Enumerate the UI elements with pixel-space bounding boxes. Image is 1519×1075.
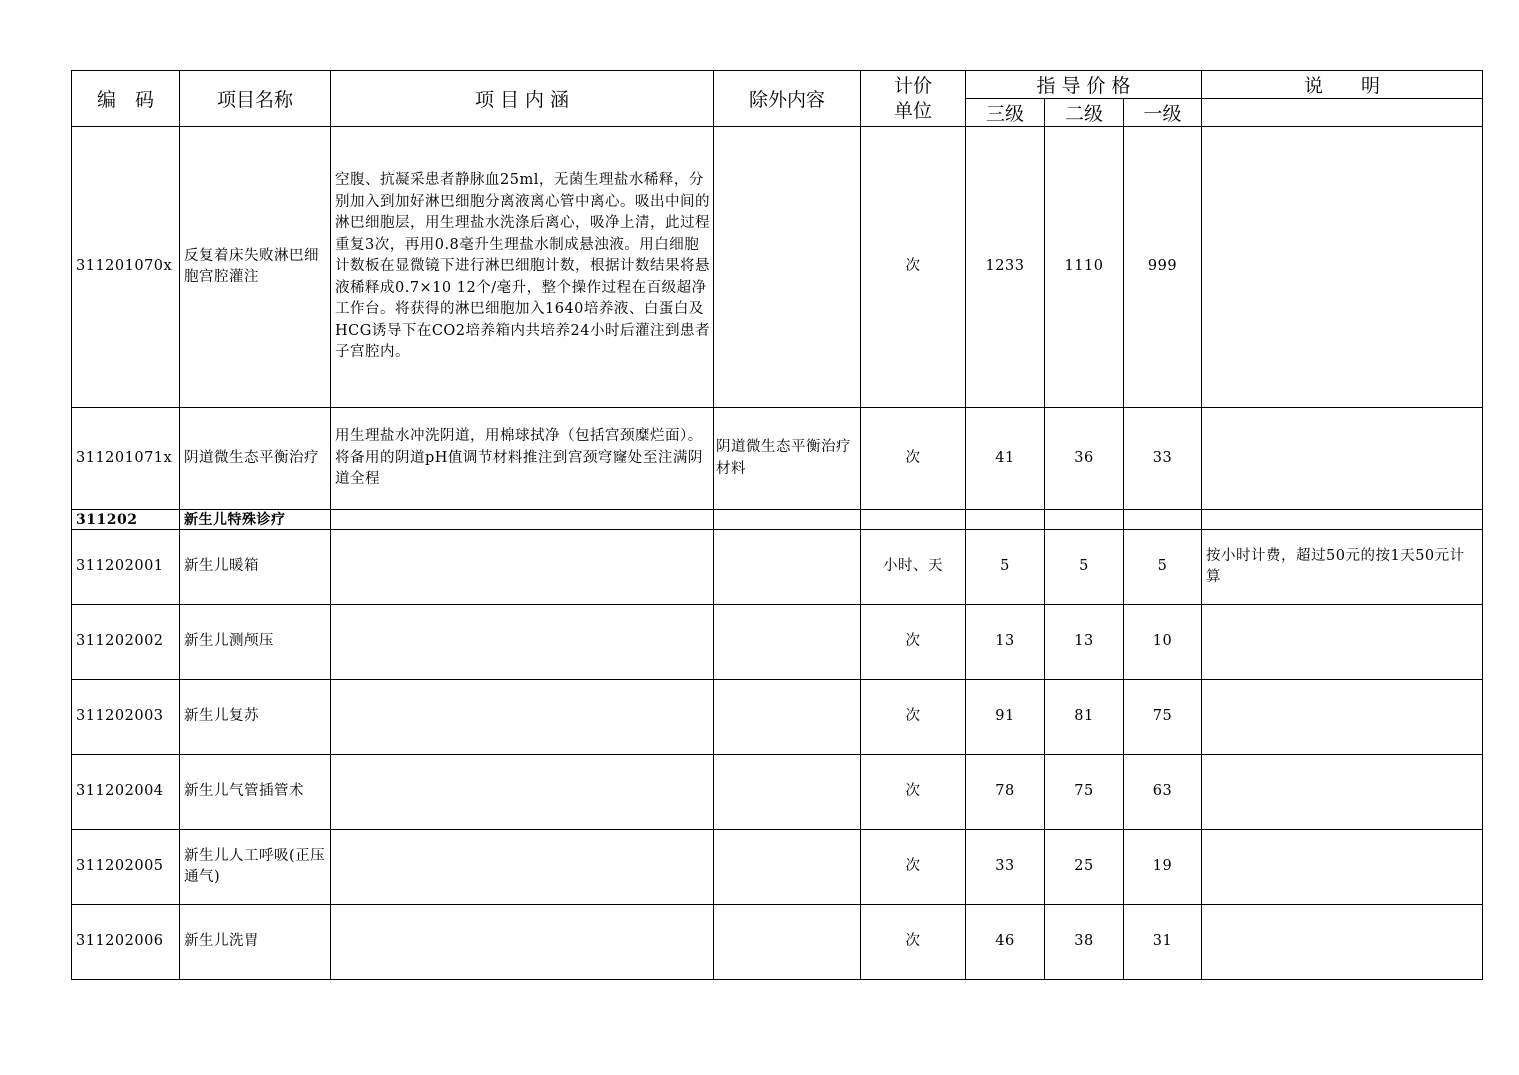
item-name: 新生儿人工呼吸(正压通气) bbox=[180, 830, 331, 905]
price-level-2: 81 bbox=[1045, 680, 1124, 755]
table-row bbox=[72, 680, 1483, 755]
price-level-3: 5 bbox=[966, 530, 1045, 605]
item-content: 用生理盐水冲洗阴道，用棉球拭净（包括宫颈糜烂面）。将备用的阴道pH值调节材料推注到宫颈穹窿处至注满阴道全程 bbox=[331, 408, 714, 510]
header-item-name: 项目名称 bbox=[180, 71, 331, 127]
item-note bbox=[1202, 127, 1483, 408]
section-name: 新生儿特殊诊疗 bbox=[180, 510, 331, 530]
price-level-1: 63 bbox=[1124, 755, 1202, 830]
price-level-1: 5 bbox=[1124, 530, 1202, 605]
price-level-1: 19 bbox=[1124, 830, 1202, 905]
blank-cell bbox=[1202, 510, 1483, 530]
price-level-3: 46 bbox=[966, 905, 1045, 980]
item-code: 311202005 bbox=[72, 830, 180, 905]
price-level-3: 1233 bbox=[966, 127, 1045, 408]
item-unit: 次 bbox=[861, 408, 966, 510]
item-note bbox=[1202, 905, 1483, 980]
price-level-2: 5 bbox=[1045, 530, 1124, 605]
item-excluded bbox=[714, 905, 861, 980]
table-row bbox=[72, 830, 1483, 905]
header-item-content: 项 目 内 涵 bbox=[331, 71, 714, 127]
item-code: 311202003 bbox=[72, 680, 180, 755]
item-excluded bbox=[714, 530, 861, 605]
blank-cell bbox=[1124, 510, 1202, 530]
price-level-2: 13 bbox=[1045, 605, 1124, 680]
price-level-1: 999 bbox=[1124, 127, 1202, 408]
item-excluded: 阴道微生态平衡治疗材料 bbox=[714, 408, 861, 510]
item-unit: 次 bbox=[861, 830, 966, 905]
item-content bbox=[331, 605, 714, 680]
item-note bbox=[1202, 755, 1483, 830]
item-name: 新生儿复苏 bbox=[180, 680, 331, 755]
item-unit: 次 bbox=[861, 605, 966, 680]
table-row bbox=[72, 530, 1483, 605]
item-name: 新生儿气管插管术 bbox=[180, 755, 331, 830]
blank-cell bbox=[966, 510, 1045, 530]
price-level-1: 10 bbox=[1124, 605, 1202, 680]
header-note: 说 明 bbox=[1202, 71, 1483, 99]
item-content: 空腹、抗凝采患者静脉血25ml，无菌生理盐水稀释，分别加入到加好淋巴细胞分离液离心管中离心。吸出中间的淋巴细胞层，用生理盐水洗涤后离心，吸净上清，此过程重复3次，再用0.8毫升生理盐水制成悬浊液。用白细胞计数板在显微镜下进行淋巴细胞计数，根据计数结果将悬液稀释成0.7×10 12个/毫升，整个操作过程在百级超净工作台。将获得的淋巴细胞加入1640培养液、白蛋白及HCG诱导下在CO2培养箱内共培养24小时后灌注到患者子宫腔内。 bbox=[331, 127, 714, 408]
price-level-3: 78 bbox=[966, 755, 1045, 830]
item-excluded bbox=[714, 680, 861, 755]
item-unit: 次 bbox=[861, 127, 966, 408]
item-note bbox=[1202, 830, 1483, 905]
item-content bbox=[331, 680, 714, 755]
header-level-2: 二级 bbox=[1045, 99, 1124, 127]
item-excluded bbox=[714, 755, 861, 830]
price-level-3: 33 bbox=[966, 830, 1045, 905]
item-unit: 次 bbox=[861, 680, 966, 755]
price-level-1: 75 bbox=[1124, 680, 1202, 755]
item-excluded bbox=[714, 127, 861, 408]
price-level-2: 25 bbox=[1045, 830, 1124, 905]
item-content bbox=[331, 755, 714, 830]
item-unit: 小时、天 bbox=[861, 530, 966, 605]
header-level-1: 一级 bbox=[1124, 99, 1202, 127]
item-content bbox=[331, 905, 714, 980]
price-level-2: 75 bbox=[1045, 755, 1124, 830]
blank-cell bbox=[861, 510, 966, 530]
blank-cell bbox=[1045, 510, 1124, 530]
item-code: 311202001 bbox=[72, 530, 180, 605]
item-code: 311201070x bbox=[72, 127, 180, 408]
table-row bbox=[72, 905, 1483, 980]
table-row bbox=[72, 605, 1483, 680]
price-level-2: 36 bbox=[1045, 408, 1124, 510]
price-level-2: 38 bbox=[1045, 905, 1124, 980]
section-row bbox=[72, 510, 1483, 530]
header-pricing-unit-line1: 计价 bbox=[893, 74, 932, 97]
header-note-blank bbox=[1202, 99, 1483, 127]
item-name: 新生儿测颅压 bbox=[180, 605, 331, 680]
header-guide-price: 指 导 价 格 bbox=[966, 71, 1202, 99]
item-excluded bbox=[714, 605, 861, 680]
header-excluded-content: 除外内容 bbox=[714, 71, 861, 127]
item-note bbox=[1202, 408, 1483, 510]
item-code: 311202002 bbox=[72, 605, 180, 680]
item-content bbox=[331, 830, 714, 905]
item-content bbox=[331, 530, 714, 605]
item-name: 阴道微生态平衡治疗 bbox=[180, 408, 331, 510]
item-note bbox=[1202, 605, 1483, 680]
table-row bbox=[72, 408, 1483, 510]
blank-cell bbox=[331, 510, 714, 530]
price-level-3: 91 bbox=[966, 680, 1045, 755]
price-table bbox=[71, 70, 1483, 980]
price-level-3: 13 bbox=[966, 605, 1045, 680]
header-pricing-unit bbox=[861, 71, 966, 127]
item-name: 反复着床失败淋巴细胞宫腔灌注 bbox=[180, 127, 331, 408]
price-level-2: 1110 bbox=[1045, 127, 1124, 408]
section-code: 311202 bbox=[72, 510, 180, 530]
blank-cell bbox=[714, 510, 861, 530]
item-excluded bbox=[714, 830, 861, 905]
item-note: 按小时计费，超过50元的按1天50元计算 bbox=[1202, 530, 1483, 605]
item-code: 311202006 bbox=[72, 905, 180, 980]
item-code: 311202004 bbox=[72, 755, 180, 830]
table-row bbox=[72, 127, 1483, 408]
price-level-1: 31 bbox=[1124, 905, 1202, 980]
table-row bbox=[72, 755, 1483, 830]
header-pricing-unit-line2: 单位 bbox=[893, 99, 932, 122]
header-level-3: 三级 bbox=[966, 99, 1045, 127]
item-name: 新生儿暖箱 bbox=[180, 530, 331, 605]
item-name: 新生儿洗胃 bbox=[180, 905, 331, 980]
item-code: 311201071x bbox=[72, 408, 180, 510]
item-unit: 次 bbox=[861, 905, 966, 980]
item-unit: 次 bbox=[861, 755, 966, 830]
item-note bbox=[1202, 680, 1483, 755]
price-level-1: 33 bbox=[1124, 408, 1202, 510]
price-level-3: 41 bbox=[966, 408, 1045, 510]
header-code: 编 码 bbox=[72, 71, 180, 127]
